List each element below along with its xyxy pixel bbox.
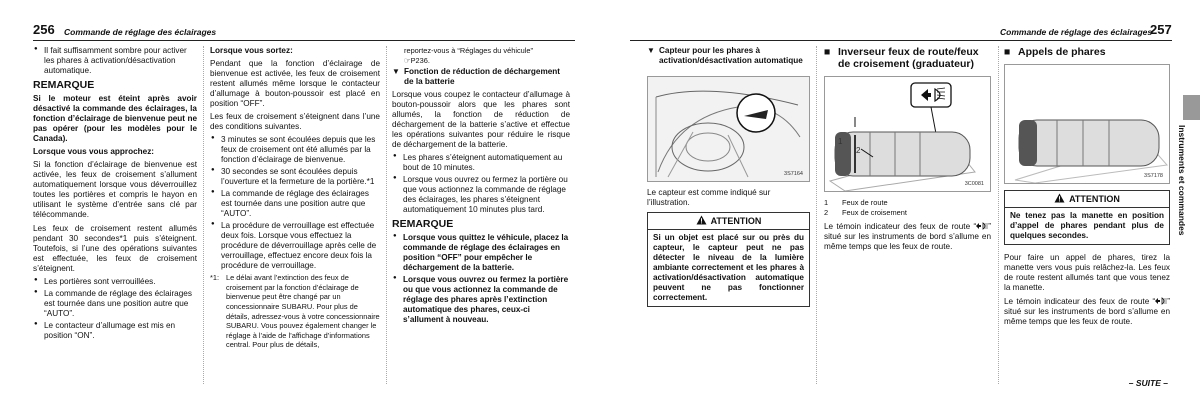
right-column-2	[824, 46, 991, 255]
footnote-text: Le délai avant l’extinction des feux de croisement par la fonction d’éclairage de bienvenue peut être changé par un concessionnaire SUBARU. Pour plus de détails, adressez-vous à votre concessionnaire SUBARU. Vous pouvez également changer le réglage à l’aide de l’affichage d’informations central. Pour plus de détails,	[226, 273, 380, 350]
exit-heading: Lorsque vous sortez:	[210, 46, 293, 55]
high-beam-icon	[976, 222, 988, 230]
paragraph: Les feux de croisement restent allumés pendant 30 secondes*1 puis s’éteignent. Toutefois, si l’une des opérations suivantes est effectuée, les feux de croisement s’éteignent.	[33, 223, 197, 273]
warning-triangle-icon	[1054, 193, 1065, 203]
indicator-text-after: ” situé sur les instruments de bord s’allume en même temps que les feux de route.	[824, 222, 991, 252]
footnote	[210, 273, 380, 350]
caption-text: Feux de croisement	[842, 208, 907, 218]
attention-box	[1004, 190, 1170, 245]
battery-heading	[392, 67, 570, 87]
illustration-caption: Le capteur est comme indiqué sur l’illustration.	[647, 188, 771, 207]
square-marker-icon: ■	[824, 46, 831, 58]
list-item: ● La procédure de verrouillage est effectuée deux fois. Lorsque vous effectuez la procédure de déverrouillage après celle de verrouillage, effectuez encore deux fois la procédure de verrouillage.	[210, 221, 380, 271]
flash-illustration	[1004, 64, 1170, 184]
column-divider	[998, 46, 999, 384]
page-number: 256	[33, 22, 55, 37]
page-number: 257	[1150, 22, 1172, 37]
flash-diagram	[1005, 65, 1169, 183]
dimmer-illustration	[824, 76, 991, 192]
captions	[824, 198, 991, 217]
list-item: ● La commande de réglage des éclairages est tournée dans une position autre que “AUTO”.	[210, 189, 380, 219]
left-column-3	[392, 46, 570, 327]
paragraph: Lorsque vous coupez le contacteur d’allumage à bouton-poussoir alors que les phares sont allumés, la fonction de réduction de déchargement de la batterie s’active et effectue les opérations suivantes pour réduire le risque de déchargement de la batterie.	[392, 90, 570, 150]
attention-label: ATTENTION	[1069, 194, 1120, 205]
sensor-diagram	[648, 77, 809, 181]
caption-number: 2	[824, 208, 829, 218]
indicator-paragraph	[824, 222, 991, 252]
callout-1: 1	[838, 137, 843, 147]
footnote-mark: *1:	[210, 273, 220, 282]
section-heading	[1004, 46, 1170, 58]
list-item: ● Les phares s’éteignent automatiquement au bout de 10 minutes.	[392, 153, 570, 173]
paragraph: Les feux de croisement s’éteignent dans l’une des conditions suivantes.	[210, 112, 380, 131]
list-item: ● Les portières sont verrouillées.	[33, 277, 197, 287]
warning-triangle-icon	[696, 215, 707, 225]
page-header-title: Commande de réglage des éclairages	[1000, 27, 1153, 37]
left-column-1	[33, 46, 197, 343]
section-heading-text: Inverseur feux de route/feux de croisement (graduateur)	[838, 46, 979, 71]
indicator-text-after: ” situé sur les instruments de bord s’allume en même temps que les feux de route.	[1004, 297, 1170, 327]
list-item: ● Il fait suffisamment sombre pour activer les phares à activation/désactivation automatique.	[33, 46, 197, 76]
header-rule	[630, 40, 1172, 41]
illustration-code: 3C0081	[964, 181, 984, 188]
left-column-2	[210, 46, 380, 350]
dimmer-diagram	[825, 77, 990, 191]
reference-page-link[interactable]: ☞P236.	[404, 55, 430, 65]
right-page	[600, 0, 1200, 402]
list-item: ● Lorsque vous ouvrez ou fermez la portière ou que vous actionnez la commande de réglage des phares après l’extinction automatique des phares, ceux-ci s’allument à nouveau.	[392, 275, 570, 325]
section-heading-text: Appels de phares	[1018, 46, 1106, 58]
caption-item	[824, 198, 991, 207]
reference-continued	[392, 46, 570, 65]
paragraph: Pour faire un appel de phares, tirez la manette vers vous puis relâchez-la. Les feux de route restent allumés tant que vous tenez la manette.	[1004, 253, 1170, 293]
paragraph: Pendant que la fonction d’éclairage de bienvenue est activée, les feux de croisement restent allumés même lorsque le contacteur d’allumage à bouton-poussoir est placé en position “OFF”.	[210, 59, 380, 108]
section-heading	[824, 46, 991, 70]
column-divider	[386, 46, 387, 384]
right-column-1	[647, 46, 810, 307]
remarque-heading: REMARQUE	[392, 218, 454, 231]
attention-header	[648, 213, 809, 230]
column-divider	[816, 46, 817, 384]
reference-text: reportez-vous à “Réglages du véhicule”	[404, 46, 533, 55]
page-header-title: Commande de réglage des éclairages	[64, 27, 217, 37]
attention-box	[647, 212, 810, 307]
battery-heading-text: Fonction de réduction de déchargement de la batterie	[404, 67, 561, 87]
callout-2: 2	[856, 146, 861, 156]
high-beam-icon	[1155, 297, 1167, 305]
sensor-heading	[647, 46, 810, 66]
sensor-illustration	[647, 76, 810, 182]
list-item: ● Lorsque vous ouvrez ou fermez la portière ou que vous actionnez la commande de réglage des éclairages, les phares s’éteignent automatiquement 10 minutes plus tard.	[392, 175, 570, 215]
attention-header	[1005, 191, 1169, 208]
caption-number: 1	[824, 198, 829, 208]
indicator-paragraph	[1004, 297, 1170, 327]
right-column-3	[1004, 46, 1170, 330]
side-tab[interactable]	[1183, 95, 1200, 120]
indicator-text-before: Le témoin indicateur des feux de route “	[1004, 297, 1156, 307]
list-item: ● 30 secondes se sont écoulées depuis l’ouverture et la fermeture de la portière.*1	[210, 167, 380, 187]
attention-label: ATTENTION	[710, 216, 762, 226]
list-item: ● La commande de réglage des éclairages est tournée dans une position autre que “AUTO”.	[33, 289, 197, 319]
list-item: ● Le contacteur d’allumage est mis en position “ON”.	[33, 321, 197, 341]
attention-text: Ne tenez pas la manette en position d’appel de phares pendant plus de quelques secondes.	[1010, 211, 1164, 241]
approach-heading: Lorsque vous vous approchez:	[33, 146, 155, 156]
attention-text: Si un objet est placé sur ou près du capteur, le capteur peut ne pas détecter le niveau de la lumière ambiante correctement et les phares à activation/désactivation automatique peuvent ne pas fonctionner correctement.	[653, 232, 804, 302]
sensor-heading-text: Capteur pour les phares à activation/désactivation automatique	[659, 46, 803, 65]
column-divider	[203, 46, 204, 384]
caption-text: Feux de route	[842, 198, 888, 208]
square-marker-icon: ■	[1004, 46, 1011, 58]
list-item: ● 3 minutes se sont écoulées depuis que les feux de croisement ont été allumés par la fonction d’éclairage de bienvenue.	[210, 135, 380, 165]
triangle-marker-icon: ▼	[392, 67, 400, 77]
remarque-heading: REMARQUE	[33, 79, 95, 91]
paragraph: Si la fonction d’éclairage de bienvenue est activée, les feux de croisement s’allument automatiquement lorsque vous déverrouillez toutes les portières et compris le hayon en utilisant le système d’entrée sans clé par télécommande.	[33, 159, 197, 219]
remarque-text: Si le moteur est éteint après avoir désactivé la commande des éclairages, la fonction d’éclairage de bienvenue peut ne pas opérer (pour les modèles pour le Canada).	[33, 93, 197, 143]
indicator-text-before: Le témoin indicateur des feux de route “	[824, 222, 977, 232]
illustration-code: 3S7164	[784, 171, 803, 178]
triangle-marker-icon: ▼	[647, 46, 655, 55]
illustration-code: 3S7178	[1144, 173, 1163, 180]
caption-item	[824, 208, 991, 217]
header-rule	[33, 40, 575, 41]
list-item: ● Lorsque vous quittez le véhicule, placez la commande de réglage des éclairages en position “OFF” pour empêcher le déchargement de la batterie.	[392, 233, 570, 273]
side-tab-label: Instruments et commandes	[1177, 125, 1187, 236]
continued-label: – SUITE –	[1128, 377, 1168, 388]
